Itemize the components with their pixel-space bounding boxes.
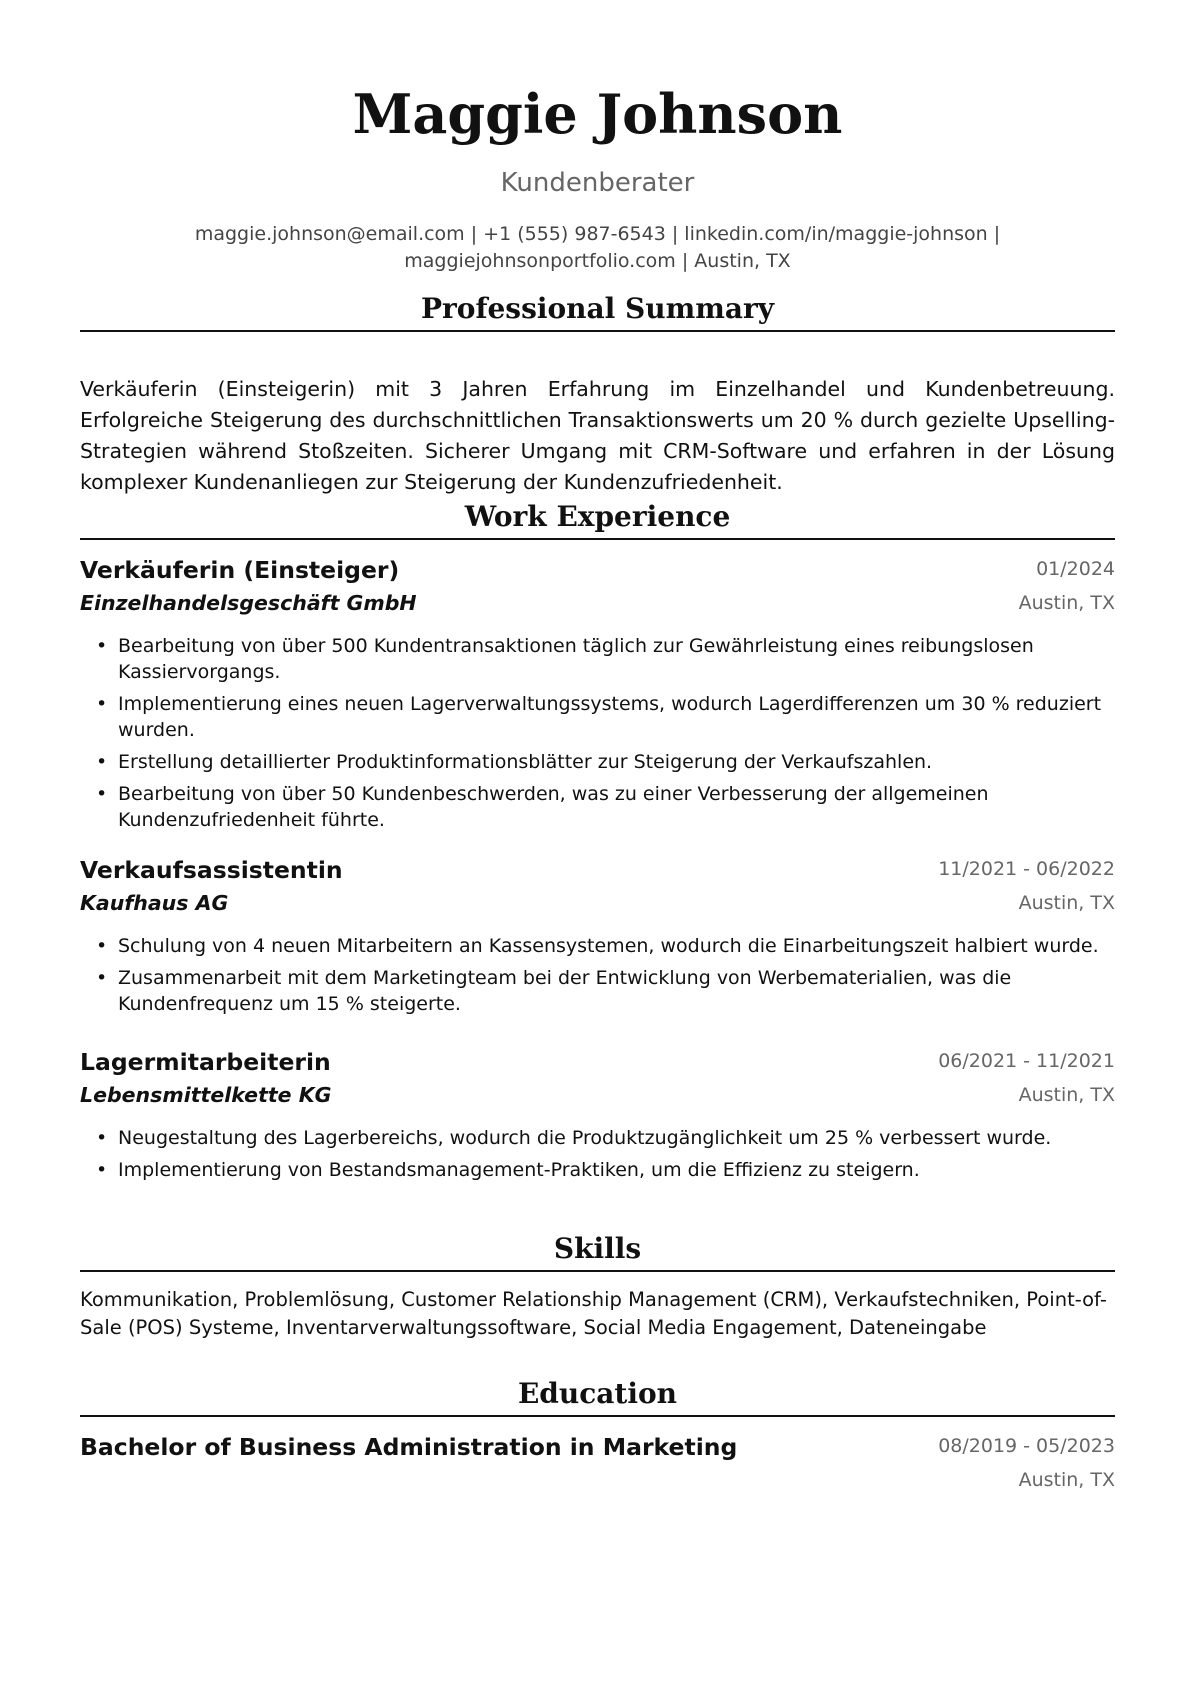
candidate-title: Kundenberater (500, 168, 695, 198)
experience-heading: Work Experience (464, 500, 731, 533)
list-item: • Implementierung von Bestandsmanagement-Praktiken, um die Effizienz zu steigern. (80, 1157, 1115, 1183)
job-company: Kaufhaus AG (80, 891, 229, 915)
contact-line-1: maggie.johnson@email.com | +1 (555) 987-6543 | linkedin.com/in/maggie-johnson | (194, 223, 1001, 245)
education-divider (80, 1415, 1115, 1417)
education-location: Austin, TX (1018, 1469, 1115, 1491)
job-role: Verkäuferin (Einsteiger) (80, 556, 400, 584)
list-item: • Bearbeitung von über 50 Kundenbeschwerden, was zu einer Verbesserung der allgemeinen Kundenzufriedenheit führte. (80, 781, 1115, 833)
education-date: 08/2019 - 05/2023 (938, 1435, 1115, 1457)
list-item: • Neugestaltung des Lagerbereichs, wodurch die Produktzugänglichkeit um 25 % verbessert wurde. (80, 1125, 1115, 1151)
contact-info (80, 221, 1115, 275)
job-bullets (80, 633, 1115, 839)
job-role: Lagermitarbeiterin (80, 1048, 331, 1076)
job-date: 11/2021 - 06/2022 (938, 858, 1115, 880)
list-item: • Bearbeitung von über 500 Kundentransaktionen täglich zur Gewährleistung eines reibungslosen Kassiervorgangs. (80, 633, 1115, 685)
job-company: Lebensmittelkette KG (80, 1083, 332, 1107)
contact-line-2: maggiejohnsonportfolio.com | Austin, TX (404, 250, 791, 272)
summary-text: Verkäuferin (Einsteigerin) mit 3 Jahren Erfahrung im Einzelhandel und Kundenbetreuung. Erfolgreiche Steigerung des durchschnittlichen Transaktionswerts um 20 % durch gezielte Upselling-Strategien während Stoßzeiten. Sicherer Umgang mit CRM-Software und erfahren in der Lösung komplexer Kundenanliegen zur Steigerung der Kundenzufriedenheit. (80, 377, 1115, 494)
list-item: • Erstellung detaillierter Produktinformationsblätter zur Steigerung der Verkaufszahlen. (80, 749, 1115, 775)
resume-page (80, 0, 1115, 1683)
summary-heading: Professional Summary (420, 292, 775, 325)
job-location: Austin, TX (1018, 892, 1115, 914)
education-degree: Bachelor of Business Administration in Marketing (80, 1433, 738, 1461)
skills-heading: Skills (553, 1232, 642, 1265)
job-role: Verkaufsassistentin (80, 856, 343, 884)
job-date: 06/2021 - 11/2021 (938, 1050, 1115, 1072)
list-item: • Schulung von 4 neuen Mitarbeitern an Kassensystemen, wodurch die Einarbeitungszeit halbiert wurde. (80, 933, 1115, 959)
list-item: • Zusammenarbeit mit dem Marketingteam bei der Entwicklung von Werbematerialien, was die Kundenfrequenz um 15 % steigerte. (80, 965, 1115, 1017)
job-location: Austin, TX (1018, 592, 1115, 614)
experience-divider (80, 538, 1115, 540)
education-heading: Education (517, 1377, 678, 1410)
job-bullets (80, 933, 1115, 1023)
job-bullets (80, 1125, 1115, 1189)
skills-text: Kommunikation, Problemlösung, Customer Relationship Management (CRM), Verkaufstechniken, Point-of-Sale (POS) Systeme, Inventarverwaltungssoftware, Social Media Engagement, Dateneingabe (80, 1288, 1107, 1339)
candidate-name: Maggie Johnson (352, 82, 843, 146)
job-company: Einzelhandelsgeschäft GmbH (80, 591, 417, 615)
list-item: • Implementierung eines neuen Lagerverwaltungssystems, wodurch Lagerdifferenzen um 30 % reduziert wurden. (80, 691, 1115, 743)
skills-divider (80, 1270, 1115, 1272)
job-date: 01/2024 (1036, 558, 1115, 580)
job-location: Austin, TX (1018, 1084, 1115, 1106)
summary-divider (80, 330, 1115, 332)
